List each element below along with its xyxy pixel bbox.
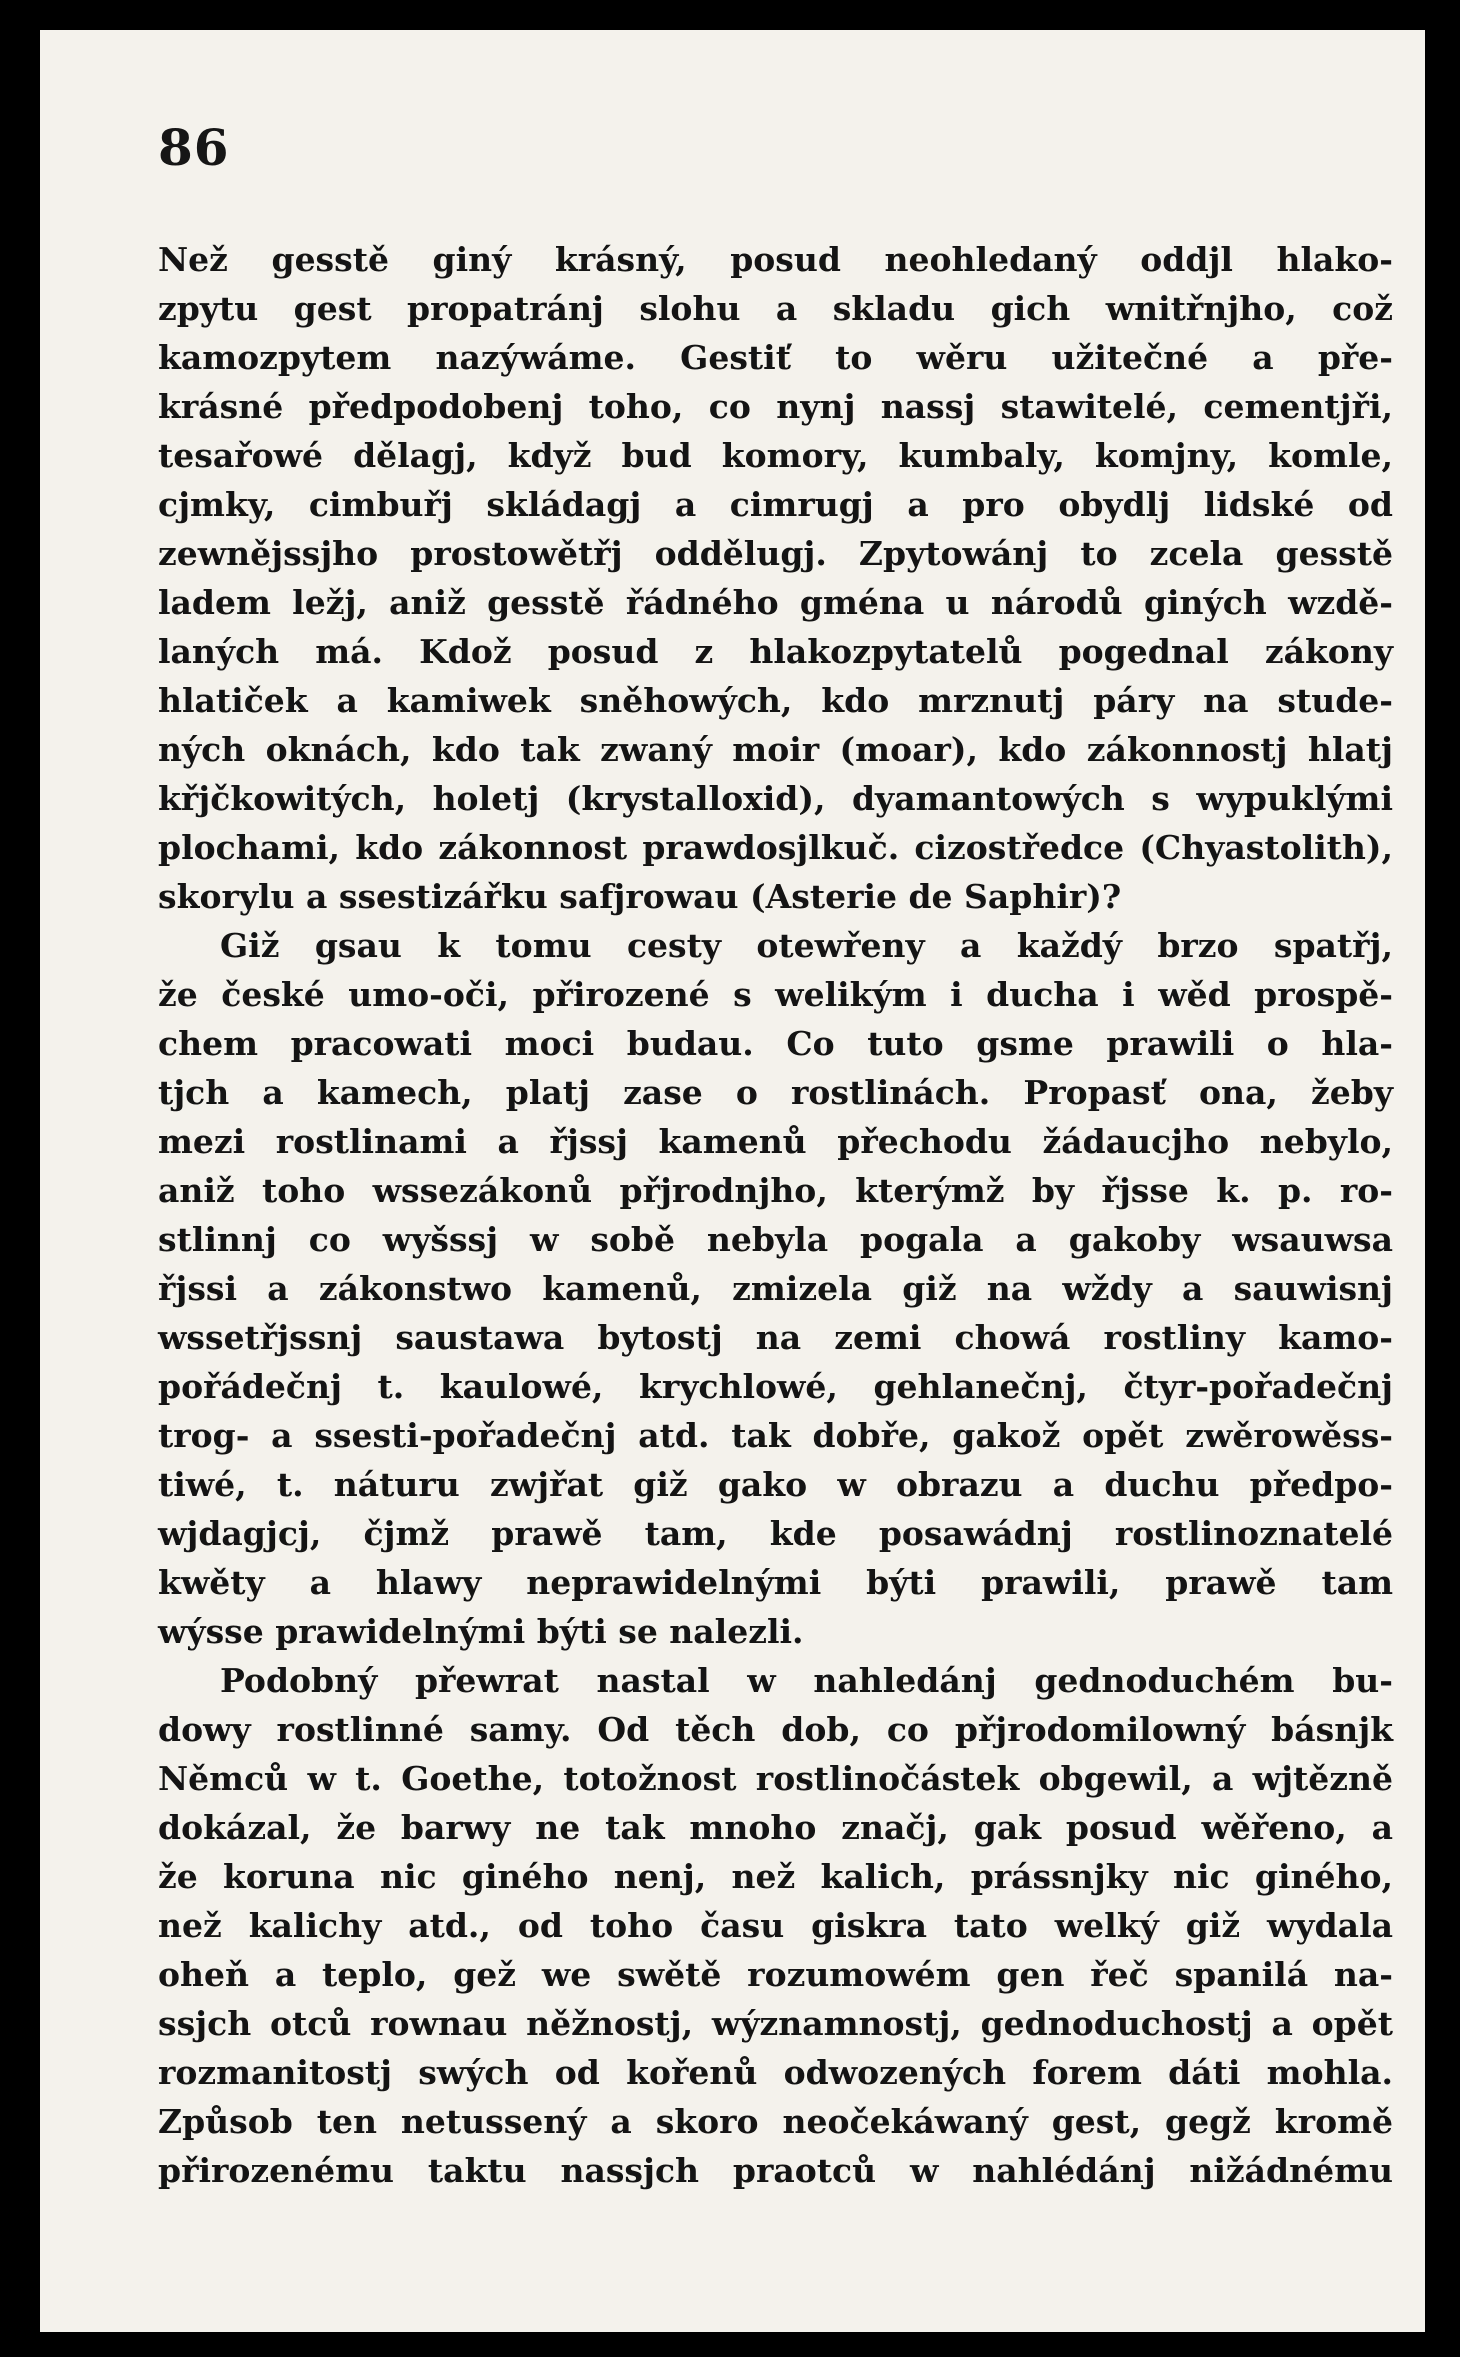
text-line: zewnějssjho prostowětřj oddělugj. Zpytowánj to zcela gesstě xyxy=(158,534,1393,573)
text-line: přirozenému taktu nassjch praotců w nahlédánj nižádnému xyxy=(158,2151,1393,2190)
text-line: že koruna nic giného nenj, než kalich, prássnjky nic giného, xyxy=(158,1857,1393,1896)
text-line: Způsob ten netussený a skoro neočekáwaný gest, gegž kromě xyxy=(158,2102,1393,2141)
text-line: oheň a teplo, gež we swětě rozumowém gen řeč spanilá na- xyxy=(158,1955,1393,1994)
text-line: ssjch otců rownau něžnostj, wýznamnostj, gednoduchostj a opět xyxy=(158,2004,1393,2043)
text-line: že české umo-oči, přirozené s welikým i ducha i wěd prospě- xyxy=(158,975,1393,1014)
text-line: mezi rostlinami a řjssj kamenů přechodu žádaucjho nebylo, xyxy=(158,1122,1393,1161)
text-line: řjssi a zákonstwo kamenů, zmizela giž na wždy a sauwisnj xyxy=(158,1269,1393,1308)
book-page xyxy=(40,30,1425,2332)
text-line: wssetřjssnj saustawa bytostj na zemi chowá rostliny kamo- xyxy=(158,1318,1393,1357)
text-line: aniž toho wssezákonů přjrodnjho, kterýmž by řjsse k. p. ro- xyxy=(158,1171,1393,1210)
text-line: chem pracowati moci budau. Co tuto gsme prawili o hla- xyxy=(158,1024,1393,1063)
text-line: hlatiček a kamiwek sněhowých, kdo mrznutj páry na stude- xyxy=(158,681,1393,720)
text-line: tjch a kamech, platj zase o rostlinách. Propasť ona, žeby xyxy=(158,1073,1393,1112)
text-line: kamozpytem nazýwáme. Gestiť to wěru užitečné a pře- xyxy=(158,338,1393,377)
text-line: křjčkowitých, holetj (krystalloxid), dyamantowých s wypuklými xyxy=(158,779,1393,818)
text-line: rozmanitostj swých od kořenů odwozených forem dáti mohla. xyxy=(158,2053,1393,2092)
text-line: než kalichy atd., od toho času giskra tato welký giž wydala xyxy=(158,1906,1393,1945)
text-line: ných oknách, kdo tak zwaný moir (moar), kdo zákonnostj hlatj xyxy=(158,730,1393,769)
text-line: dokázal, že barwy ne tak mnoho značj, gak posud wěřeno, a xyxy=(158,1808,1393,1847)
text-line: Než gesstě giný krásný, posud neohledaný oddjl hlako- xyxy=(158,240,1393,279)
text-line: kwěty a hlawy neprawidelnými býti prawili, prawě tam xyxy=(158,1563,1393,1602)
text-line: stlinnj co wyšssj w sobě nebyla pogala a gakoby wsauwsa xyxy=(158,1220,1393,1259)
text-line: Němců w t. Goethe, totožnost rostlinočástek obgewil, a wjtězně xyxy=(158,1759,1393,1798)
text-line: cjmky, cimbuřj skládagj a cimrugj a pro obydlj lidské od xyxy=(158,485,1393,524)
text-line: trog- a ssesti-pořadečnj atd. tak dobře, gakož opět zwěrowěss- xyxy=(158,1416,1393,1455)
text-line: Podobný přewrat nastal w nahledánj gednoduchém bu- xyxy=(220,1661,1393,1700)
text-line: pořádečnj t. kaulowé, krychlowé, gehlanečnj, čtyr-pořadečnj xyxy=(158,1367,1393,1406)
text-line: ladem ležj, aniž gesstě řádného gména u národů giných wzdě- xyxy=(158,583,1393,622)
text-line: skorylu a ssestizářku safjrowau (Asterie de Saphir)? xyxy=(158,877,1122,916)
text-line: dowy rostlinné samy. Od těch dob, co přjrodomilowný básnjk xyxy=(158,1710,1393,1749)
paragraph-3 xyxy=(158,1656,1393,2195)
text-line: wýsse prawidelnými býti se nalezli. xyxy=(158,1612,804,1651)
text-line: plochami, kdo zákonnost prawdosjlkuč. cizostředce (Chyastolith), xyxy=(158,828,1393,867)
text-line: laných má. Kdož posud z hlakozpytatelů pogednal zákony xyxy=(158,632,1393,671)
text-line: zpytu gest propatránj slohu a skladu gich wnitřnjho, což xyxy=(158,289,1393,328)
text-line: tiwé, t. náturu zwjřat giž gako w obrazu a duchu předpo- xyxy=(158,1465,1393,1504)
text-line: Giž gsau k tomu cesty otewřeny a každý brzo spatřj, xyxy=(220,926,1393,965)
text-line: wjdagjcj, čjmž prawě tam, kde posawádnj rostlinoznatelé xyxy=(158,1514,1393,1553)
body-text xyxy=(158,235,1393,2195)
text-line: tesařowé dělagj, když bud komory, kumbaly, komjny, komle, xyxy=(158,436,1393,475)
paragraph-1 xyxy=(158,235,1393,921)
text-line: krásné předpodobenj toho, co nynj nassj stawitelé, cementjři, xyxy=(158,387,1393,426)
page-number: 86 xyxy=(158,118,230,177)
paragraph-2 xyxy=(158,921,1393,1656)
